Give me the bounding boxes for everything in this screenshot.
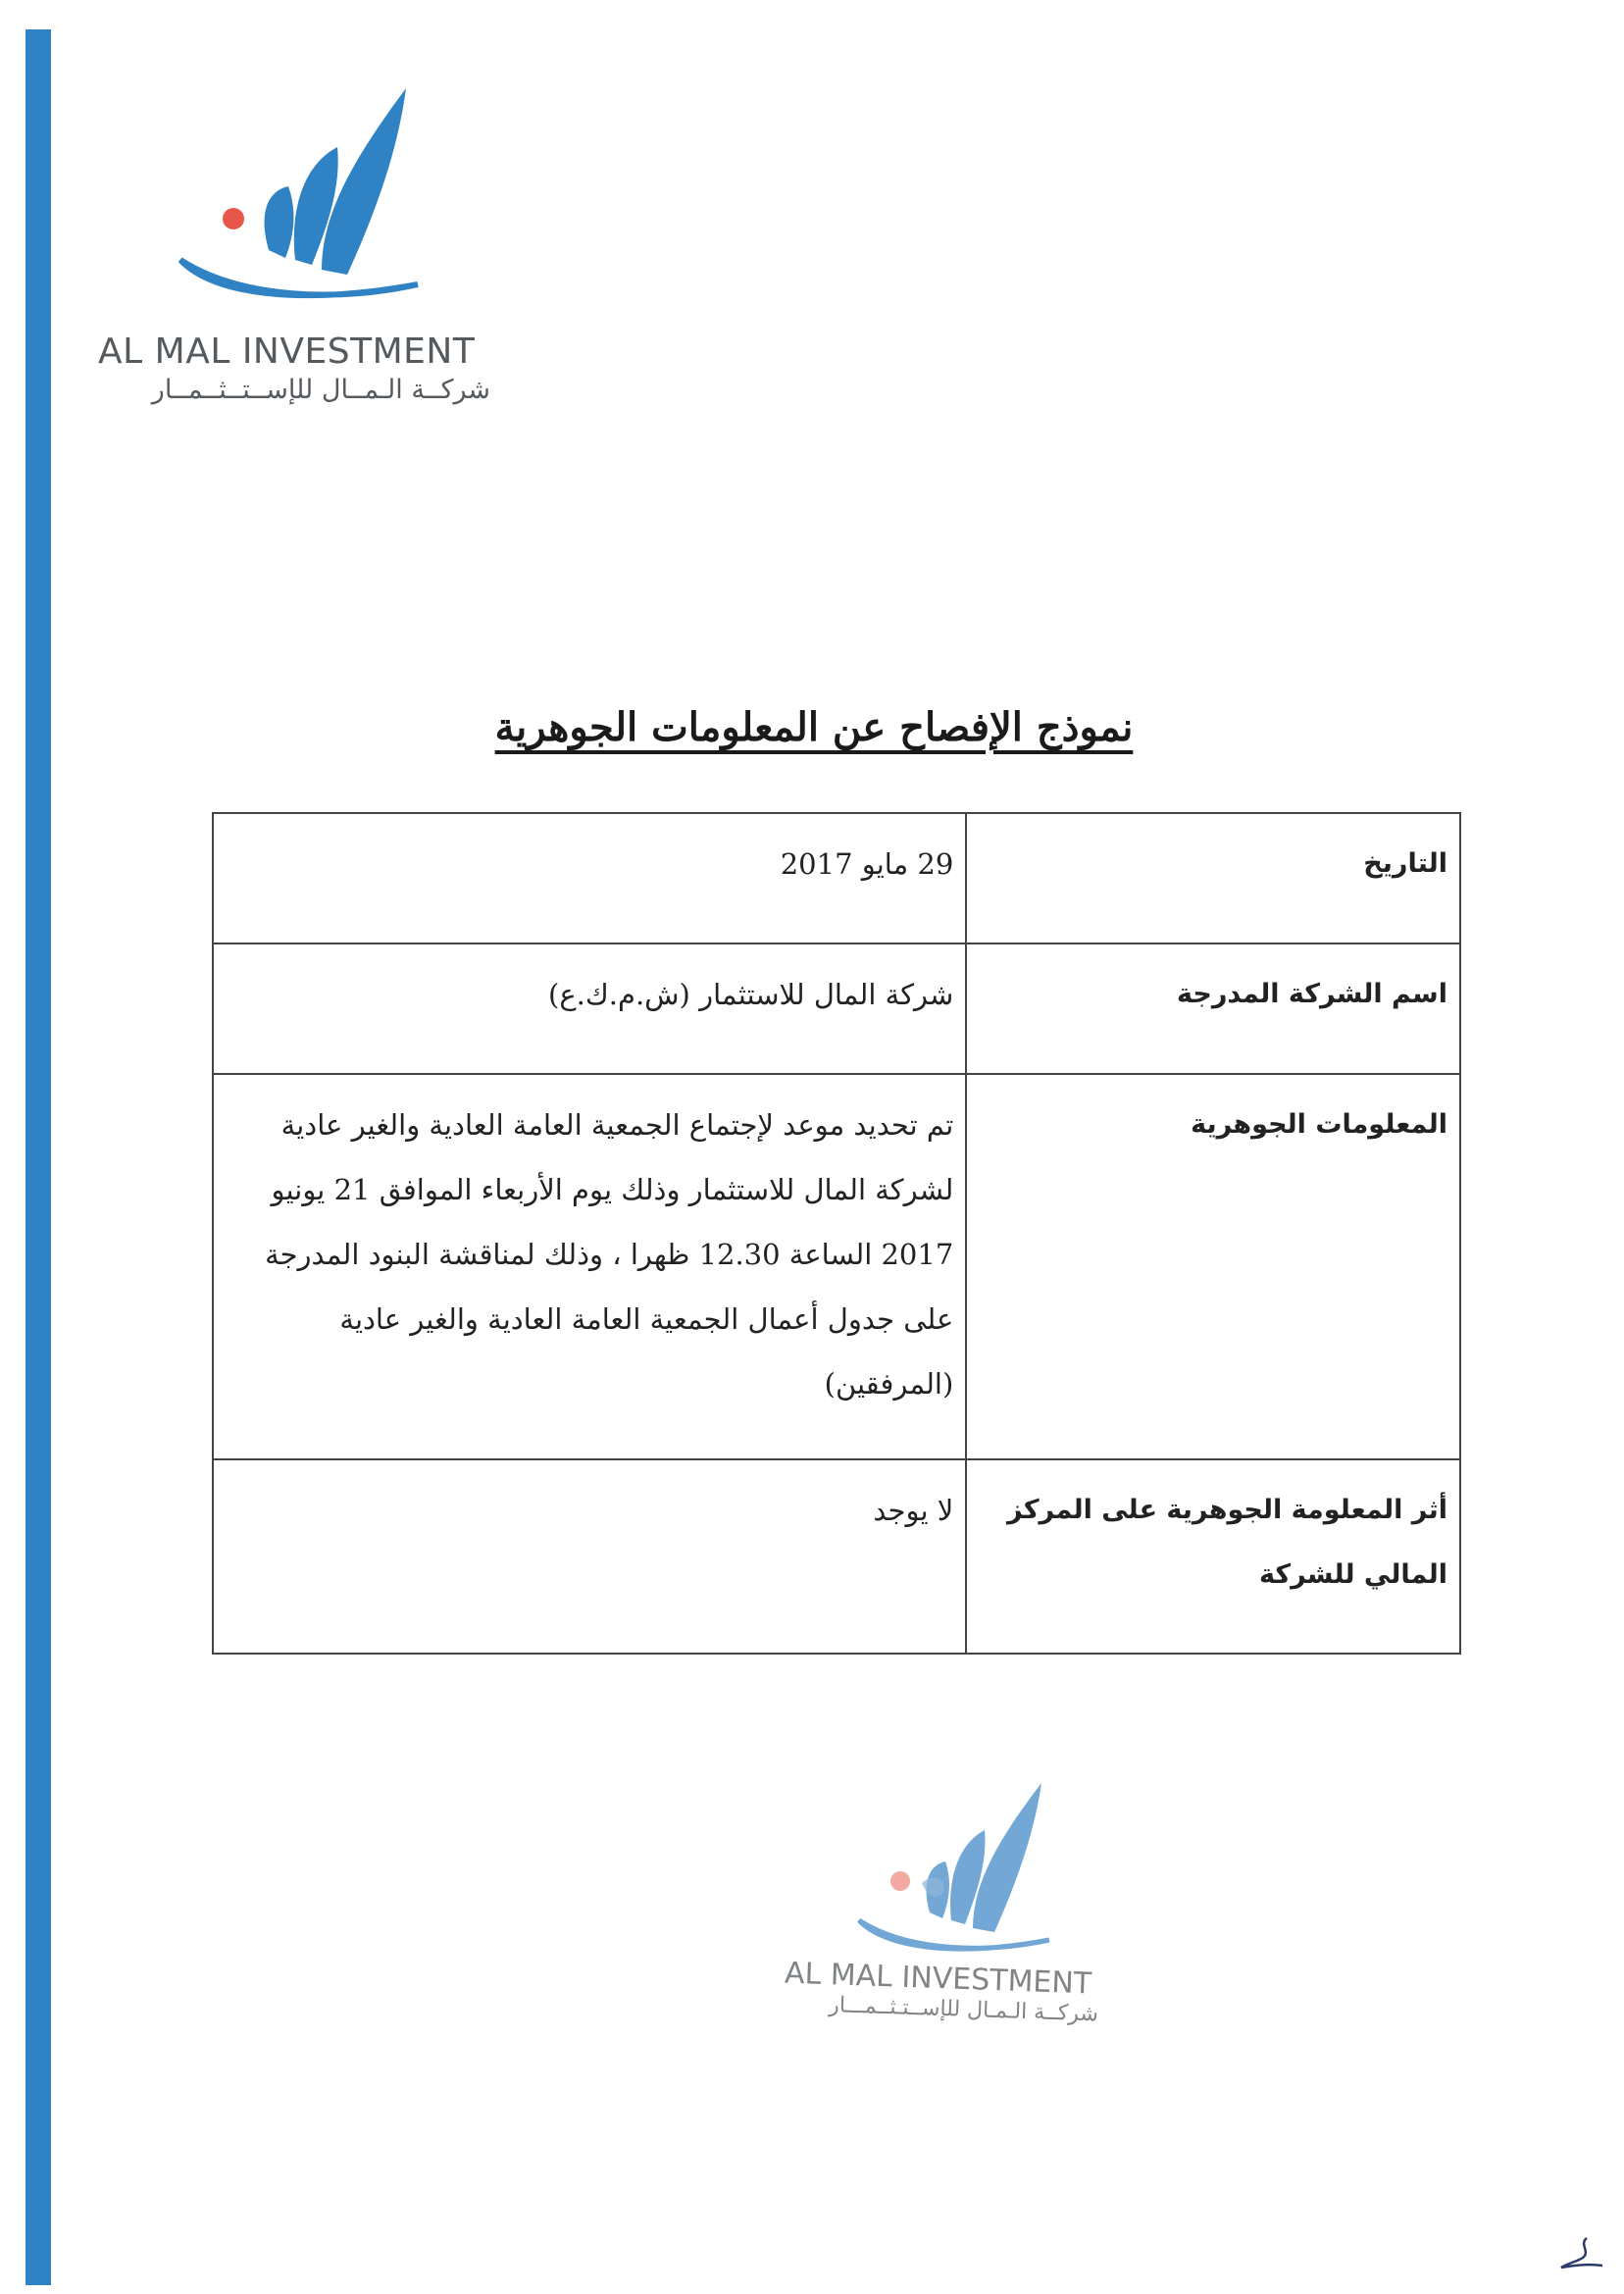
table-row — [213, 813, 1460, 943]
table-row — [213, 943, 1460, 1074]
logo-mark-icon — [94, 78, 506, 333]
row-value-financial-effect: لا يوجد — [213, 1459, 966, 1654]
row-label-material-info: المعلومات الجوهرية — [966, 1074, 1460, 1459]
brand-name-english: AL MAL INVESTMENT — [98, 331, 476, 372]
row-label-date: التاريخ — [966, 813, 1460, 943]
row-value-date: 29 مايو 2017 — [213, 813, 966, 943]
row-label-financial-effect: أثر المعلومة الجوهرية على المركز المالي للشركة — [966, 1459, 1460, 1654]
row-label-company: اسم الشركة المدرجة — [966, 943, 1460, 1074]
brand-name-arabic: شركــة الـمــال للإســتــثــمــار — [151, 375, 490, 405]
stamp-logo-icon — [785, 1775, 1118, 1971]
stamp-name-english: AL MAL INVESTMENT — [784, 1956, 1092, 2002]
row-value-material-info: تم تحديد موعد لإجتماع الجمعية العامة العادية والغير عادية لشركة المال للاستثمار وذلك يوم الأربعاء الموافق 21 يونيو 2017 الساعة 12.30 ظهرا ، وذلك لمناقشة البنود المدرجة على جدول أعمال الجمعية العامة العادية والغير عادية (المرفقين) — [213, 1074, 966, 1459]
row-value-company: شركة المال للاستثمار (ش.م.ك.ع) — [213, 943, 966, 1074]
signature-mark — [1557, 2234, 1606, 2273]
disclosure-table — [212, 812, 1461, 1655]
document-title: نموذج الإفصاح عن المعلومات الجوهرية — [494, 704, 1134, 750]
company-logo — [94, 78, 506, 422]
company-stamp — [785, 1775, 1118, 2050]
table-row — [213, 1074, 1460, 1459]
stamp-name-arabic: شركــة الـمـال للإســتـثــمـــار — [828, 1992, 1099, 2027]
signature-icon — [1557, 2234, 1606, 2273]
table-row — [213, 1459, 1460, 1654]
left-margin-bar — [25, 29, 51, 2285]
